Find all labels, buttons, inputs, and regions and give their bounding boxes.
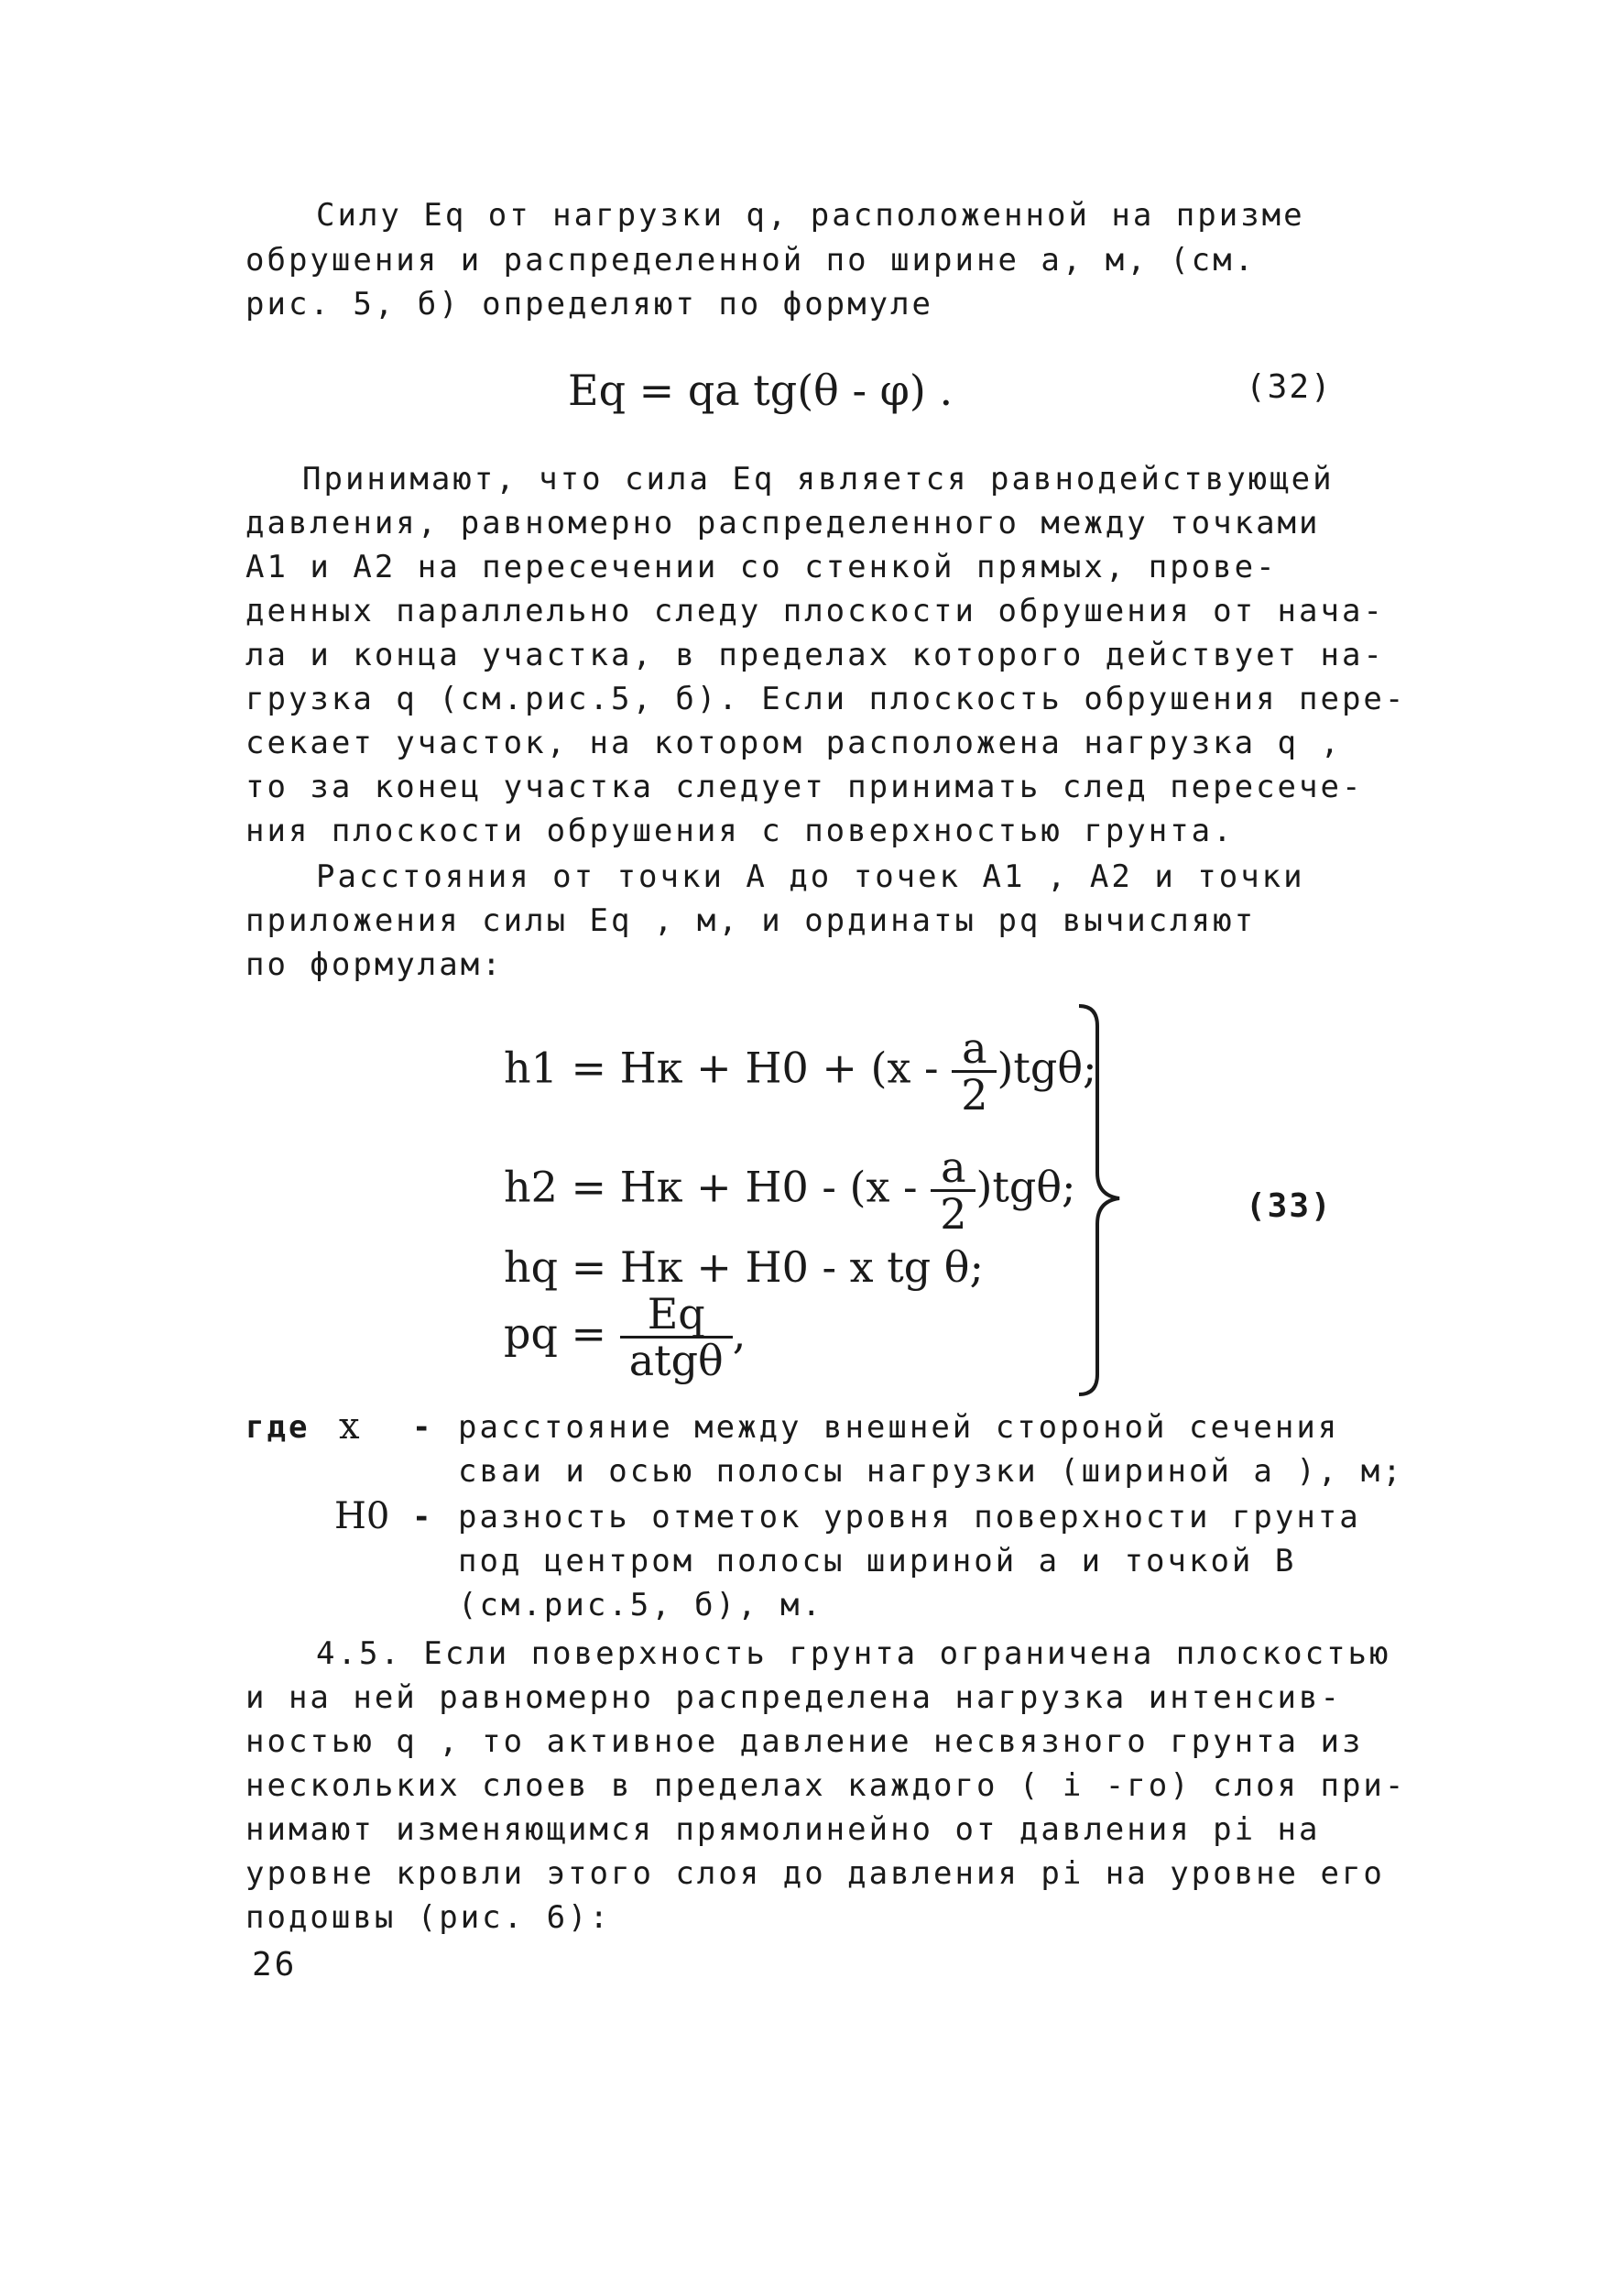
f33-l2-den: 2 bbox=[940, 1189, 967, 1239]
intro-line-3: рис. 5, б) определяют по формуле bbox=[245, 286, 934, 322]
where-h0-line-3: (см.рис.5, б), м. bbox=[458, 1587, 823, 1623]
where-dash-1: - bbox=[412, 1409, 434, 1446]
para1-line-1: Принимают, что сила Eq является равнодействующей bbox=[302, 461, 1335, 497]
intro-line-2: обрушения и распределенной по ширине a, м, (см. bbox=[245, 242, 1257, 279]
f33-l4-fraction bbox=[620, 1289, 733, 1385]
para3-line-1: 4.5. Если поверхность грунта ограничена плоскостью bbox=[316, 1635, 1391, 1672]
para2-line-3: по формулам: bbox=[245, 946, 504, 983]
para3-line-2: и на ней равномерно распределена нагрузка интенсив- bbox=[245, 1679, 1342, 1716]
f33-l2-rhs: )tgθ; bbox=[975, 1162, 1076, 1212]
para3-line-7: подошвы (рис. 6): bbox=[245, 1899, 611, 1936]
where-x-line-1: расстояние между внешней стороной сечения bbox=[458, 1409, 1340, 1446]
para2-line-1: Расстояния от точки A до точек A1 , A2 и точки bbox=[316, 858, 1305, 895]
formula-33-line-4 bbox=[504, 1289, 747, 1385]
para1-line-8: то за конец участка следует принимать след пересече- bbox=[245, 769, 1364, 805]
where-symbol-h0: H0 bbox=[334, 1495, 390, 1537]
f33-l4-rhs: , bbox=[732, 1308, 747, 1359]
where-symbol-x: x bbox=[339, 1405, 360, 1448]
para1-line-6: грузка q (см.рис.5, б). Если плоскость обрушения пере- bbox=[245, 681, 1407, 717]
where-h0-line-1: разность отметок уровня поверхности грунта bbox=[458, 1499, 1361, 1535]
formula-33-line-2 bbox=[504, 1142, 1076, 1239]
where-x-line-2: сваи и осью полосы нагрузки (шириной a ), м; bbox=[458, 1453, 1404, 1490]
right-brace-icon bbox=[1072, 999, 1145, 1402]
where-label: где bbox=[245, 1409, 311, 1446]
para1-line-2: давления, равномерно распределенного между точками bbox=[245, 505, 1321, 541]
equation-number-32: (32) bbox=[1246, 368, 1333, 406]
para1-line-3: A1 и A2 на пересечении со стенкой прямых, прове- bbox=[245, 549, 1278, 585]
para3-line-4: нескольких слоев в пределах каждого ( i -го) слоя при- bbox=[245, 1767, 1407, 1804]
equation-number-33: (33) bbox=[1246, 1187, 1333, 1225]
para1-line-7: секает участок, на котором расположена нагрузка q , bbox=[245, 725, 1342, 761]
page-number: 26 bbox=[252, 1946, 298, 1983]
f33-l2-fraction bbox=[931, 1142, 975, 1239]
para1-line-9: ния плоскости обрушения с поверхностью грунта. bbox=[245, 813, 1235, 849]
intro-line-1: Силу Eq от нагрузки q, расположенной на призме bbox=[316, 197, 1305, 234]
f33-l4-num: Eq bbox=[620, 1292, 733, 1339]
f33-l1-den: 2 bbox=[961, 1070, 988, 1120]
where-h0-line-2: под центром полосы шириной a и точкой B bbox=[458, 1543, 1297, 1579]
para3-line-6: уровне кровли этого слоя до давления pi на уровне его bbox=[245, 1855, 1385, 1892]
formula-32: Eq = qa tg(θ - φ) . bbox=[568, 366, 954, 415]
para1-line-4: денных параллельно следу плоскости обрушения от нача- bbox=[245, 593, 1385, 629]
formula-33-line-1 bbox=[504, 1023, 1097, 1120]
formula-33-line-3: hq = Hк + H0 - x tg θ; bbox=[504, 1242, 984, 1292]
f33-l4-lhs: pq = bbox=[504, 1308, 620, 1359]
para1-line-5: ла и конца участка, в пределах которого действует на- bbox=[245, 637, 1385, 673]
f33-l1-rhs: )tgθ; bbox=[997, 1043, 1097, 1093]
where-dash-2: - bbox=[412, 1499, 434, 1535]
f33-l2-lhs: h2 = Hк + H0 - (x - bbox=[504, 1162, 932, 1212]
f33-l1-lhs: h1 = Hк + H0 + (x - bbox=[504, 1043, 953, 1093]
f33-l4-den: atgθ bbox=[628, 1336, 724, 1385]
f33-l2-num: a bbox=[931, 1145, 975, 1192]
para3-line-5: нимают изменяющимся прямолинейно от давления pi на bbox=[245, 1811, 1321, 1848]
f33-l1-num: a bbox=[952, 1026, 997, 1073]
para3-line-3: ностью q , то активное давление несвязного грунта из bbox=[245, 1723, 1364, 1760]
f33-l1-fraction bbox=[952, 1023, 997, 1120]
para2-line-2: приложения силы Eq , м, и ординаты pq вычисляют bbox=[245, 902, 1257, 939]
